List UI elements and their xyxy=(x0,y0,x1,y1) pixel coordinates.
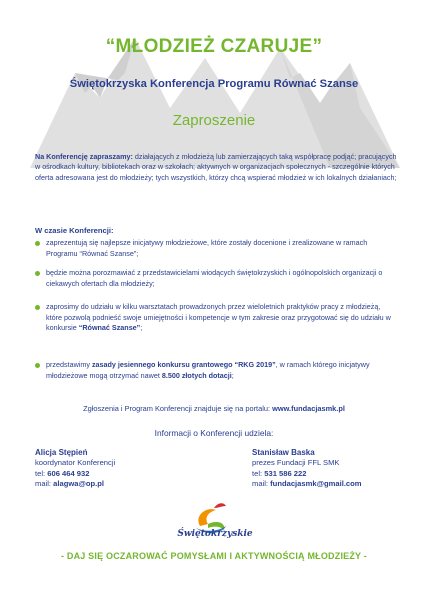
item4-end: ; xyxy=(231,370,234,380)
mail-label: mail: xyxy=(252,479,271,489)
item4-highlight: zasady jesiennego konkursu grantowego “RKG 2019” xyxy=(91,360,276,369)
logo-text: Świętokrzyskie xyxy=(177,529,253,539)
page-title: “MŁODZIEŻ CZARUJE” xyxy=(105,36,323,57)
phone-label: tel: xyxy=(35,468,48,478)
invitation-heading: Zaproszenie xyxy=(172,112,256,129)
list-item xyxy=(35,268,400,289)
grant-amount: 8.500 złotych dotacji xyxy=(161,370,232,380)
bullet-dot xyxy=(35,241,40,246)
portal-line xyxy=(0,404,428,413)
bullet-dot xyxy=(35,363,40,368)
item3-text: zaprosimy do udziału w kilku warsztatach prowadzonych przez wieloletnich praktyków pracy z młodzieżą, które pozwolą podnieść swoje umiejętności i kompetencje w tym zakresie oraz przygotować się do udziału w konkursie xyxy=(46,302,391,333)
intro-text: działających z młodzieżą lub zamierzających taką współpracę podjąć; pracujących w ośrodkach kultury, bibliotekach oraz w szkołach; aktywnych w organizacjach społecznych - szczególnie których oferta adresowana jest do młodzieży; tych wszystkich, którzy chcą wspierać młodzież w ich lokalnych działaniach; xyxy=(35,152,397,182)
contact-mail xyxy=(252,479,362,489)
mail-address[interactable]: fundacjasmk@gmail.com xyxy=(270,479,362,489)
bullet-dot xyxy=(35,305,40,310)
phone-number: 531 586 222 xyxy=(264,468,307,478)
list-item-text xyxy=(46,302,398,334)
list-item-text: będzie można porozmawiać z przedstawicielami wiodących świętokrzyskich i ogólnopolskich organizacji o ciekawych ofertach dla młodzieży; xyxy=(46,268,383,288)
mail-address[interactable]: alagwa@op.pl xyxy=(53,479,105,489)
contact-card-coordinator xyxy=(35,448,115,490)
contact-phone xyxy=(252,469,362,479)
list-item xyxy=(35,238,400,259)
list-item-text: zaprezentują się najlepsze inicjatywy młodzieżowe, które zostały docenione i zrealizowane w ramach Programu “Równać Szanse”; xyxy=(46,238,368,258)
conference-heading: W czasie Konferencji: xyxy=(35,226,114,235)
contact-role: prezes Fundacji FFL SMK xyxy=(252,458,340,468)
item3-highlight: “Równać Szanse” xyxy=(78,323,141,333)
conference-subtitle: Świętokrzyska Konferencja Programu Równać Szanse xyxy=(69,78,359,90)
portal-link[interactable]: www.fundacjasmk.pl xyxy=(272,404,345,413)
list-item-text xyxy=(46,360,398,381)
item3-end: ; xyxy=(140,323,143,333)
mail-label: mail: xyxy=(35,479,54,489)
item4-text: przedstawimy xyxy=(46,360,92,369)
item4-mid: , w ramach którego inicjatywy młodzieżowe mogą otrzymać nawet xyxy=(46,360,370,380)
portal-text: Zgłoszenia i Program Konferencji znajduje się na portalu: xyxy=(83,404,273,413)
contact-mail xyxy=(35,479,115,489)
list-item xyxy=(35,360,400,381)
footer-slogan: - DAJ SIĘ OCZAROWAĆ POMYSŁAMI I AKTYWNOŚCIĄ MŁODZIEŻY - xyxy=(60,551,367,561)
bullet-dot xyxy=(35,271,40,276)
phone-number: 606 464 932 xyxy=(47,468,90,478)
phone-label: tel: xyxy=(252,468,265,478)
intro-lead: Na Konferencję zapraszamy: xyxy=(35,152,133,161)
info-heading: Informacji o Konferencji udziela: xyxy=(154,428,274,438)
intro-paragraph xyxy=(35,152,400,183)
contact-role: koordynator Konferencji xyxy=(35,458,116,468)
contact-name: Stanisław Baska xyxy=(252,448,315,457)
contact-phone xyxy=(35,469,115,479)
list-item xyxy=(35,302,400,334)
contact-name: Alicja Stępień xyxy=(35,448,88,457)
contact-card-president xyxy=(252,448,362,490)
